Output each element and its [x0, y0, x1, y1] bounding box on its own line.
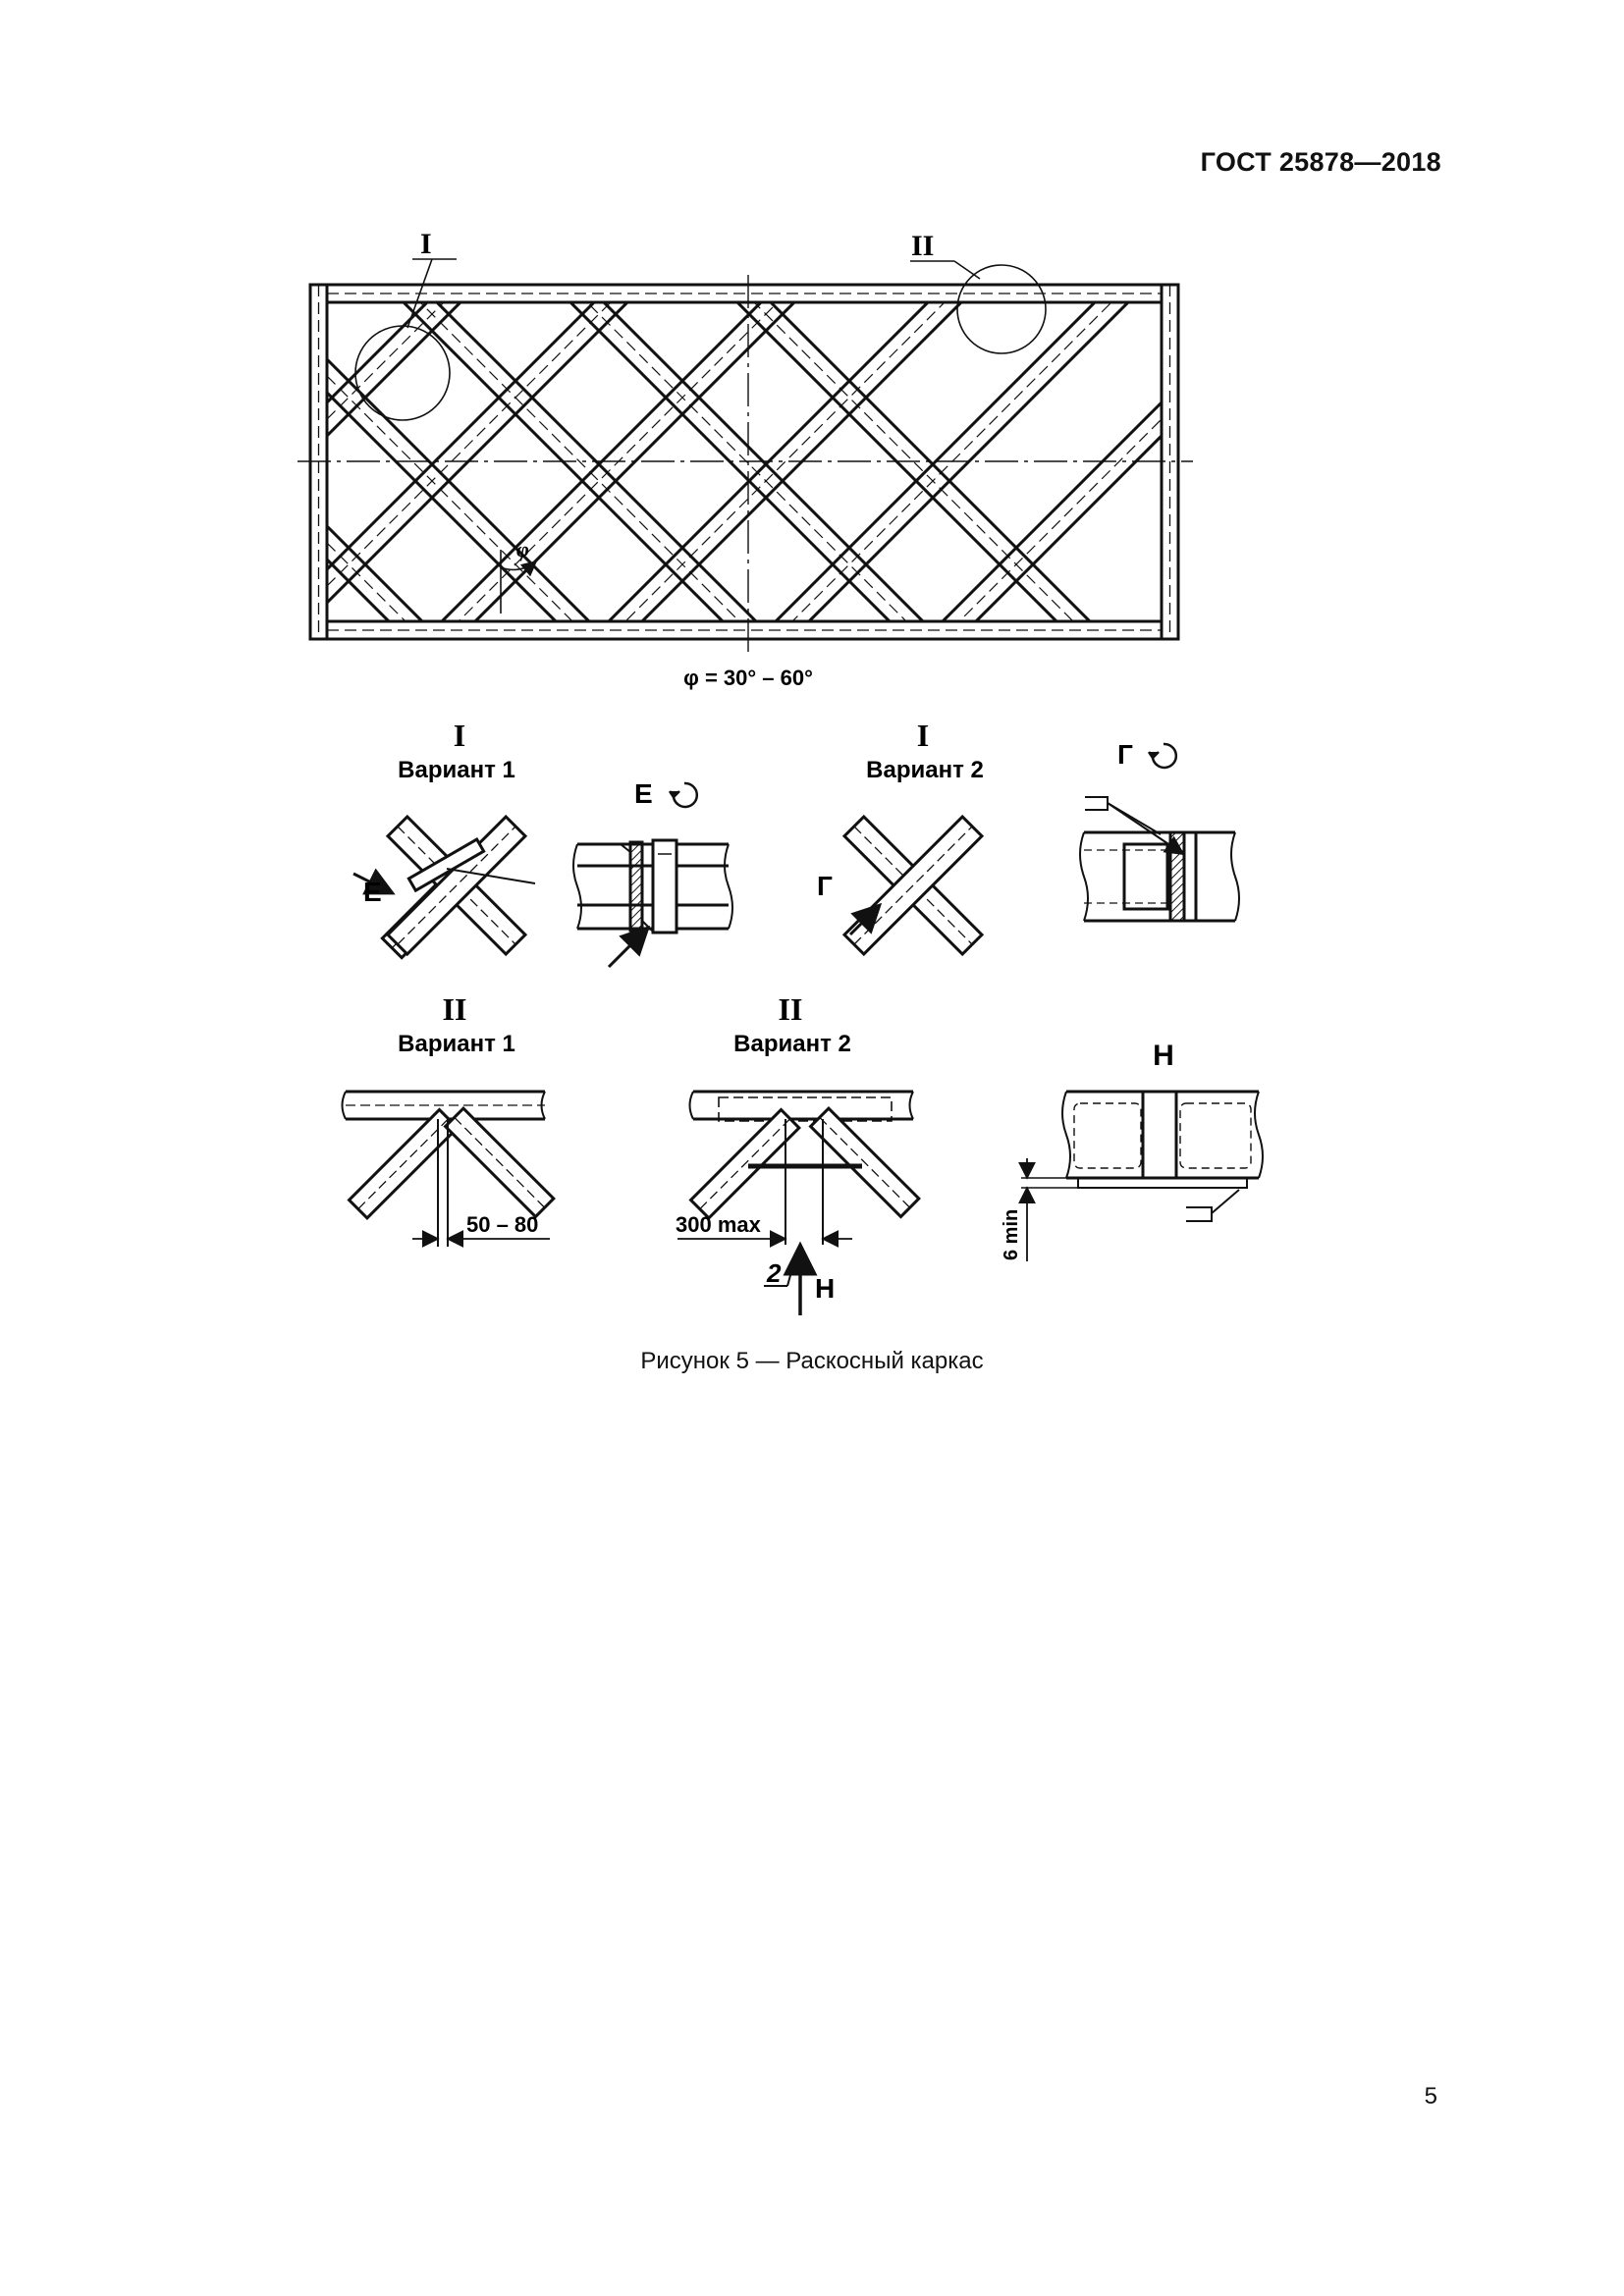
detail-II-v2-dimension: 300 max — [676, 1212, 761, 1237]
detail-I-v1-roman: I — [453, 718, 466, 753]
detail-I-v2-arrow-label: Г — [817, 871, 833, 901]
view-H-dimension: 6 min — [1001, 1208, 1022, 1260]
diagonal-bar-line — [327, 376, 1162, 1210]
diagonal-bar-line — [327, 42, 1162, 877]
angle-phi-label: φ — [516, 537, 529, 561]
diagonal-bar-line — [327, 0, 1162, 436]
detail-I-v1-title: Вариант 1 — [398, 757, 515, 783]
view-G-rotate-icon — [1149, 744, 1176, 768]
detail-I-v2-title: Вариант 2 — [866, 757, 984, 783]
diagonal-bar-line — [327, 85, 1162, 920]
page-number: 5 — [1424, 2083, 1437, 2109]
view-E-label: Е — [634, 778, 653, 809]
detail-II-v1-roman: II — [442, 991, 467, 1027]
detail-I-v2-drawing — [844, 817, 982, 954]
diagonal-bar-line — [327, 726, 1162, 1561]
view-E-section-drawing — [573, 840, 732, 967]
diagonal-bar-line — [327, 693, 1162, 1527]
view-E-rotate-icon — [670, 783, 697, 807]
diagonal-bar-line — [327, 402, 1162, 1237]
detail-II-v2-drawing — [677, 1092, 919, 1315]
detail-II-v1-title: Вариант 1 — [398, 1031, 515, 1057]
diagonal-bar-line — [327, 0, 1162, 736]
diagonal-bar-line — [327, 236, 1162, 1070]
callout-II-label: II — [911, 230, 935, 262]
diagonal-bar-line — [327, 0, 1162, 693]
detail-I-v1-arrow-label: Е — [363, 877, 382, 907]
view-G-label: Г — [1117, 739, 1133, 770]
detail-II-v2-weld-ref: 2 — [767, 1258, 782, 1288]
diagonal-bar-line — [327, 0, 1162, 770]
angle-range-note: φ = 30° – 60° — [683, 666, 813, 690]
detail-I-v2-roman: I — [916, 718, 930, 753]
detail-II-v1-dimension: 50 – 80 — [466, 1212, 539, 1237]
diagonal-bar-line — [327, 0, 1162, 419]
figure-caption: Рисунок 5 — Раскосный каркас — [640, 1348, 984, 1374]
diagonal-bar-line — [327, 0, 1162, 726]
callout-I-label: I — [420, 228, 432, 260]
view-H-title: Н — [1153, 1040, 1174, 1072]
view-G-section-drawing — [1080, 797, 1239, 921]
document-code-header: ГОСТ 25878—2018 — [1200, 147, 1441, 177]
detail-II-v2-roman: II — [778, 991, 803, 1027]
detail-II-v2-title: Вариант 2 — [733, 1031, 851, 1057]
diagonal-bar-line — [327, 0, 1162, 402]
detail-II-v2-arrow-label: Н — [815, 1273, 836, 1304]
view-H-drawing — [1021, 1092, 1263, 1261]
diagonal-bar-line — [327, 209, 1162, 1043]
